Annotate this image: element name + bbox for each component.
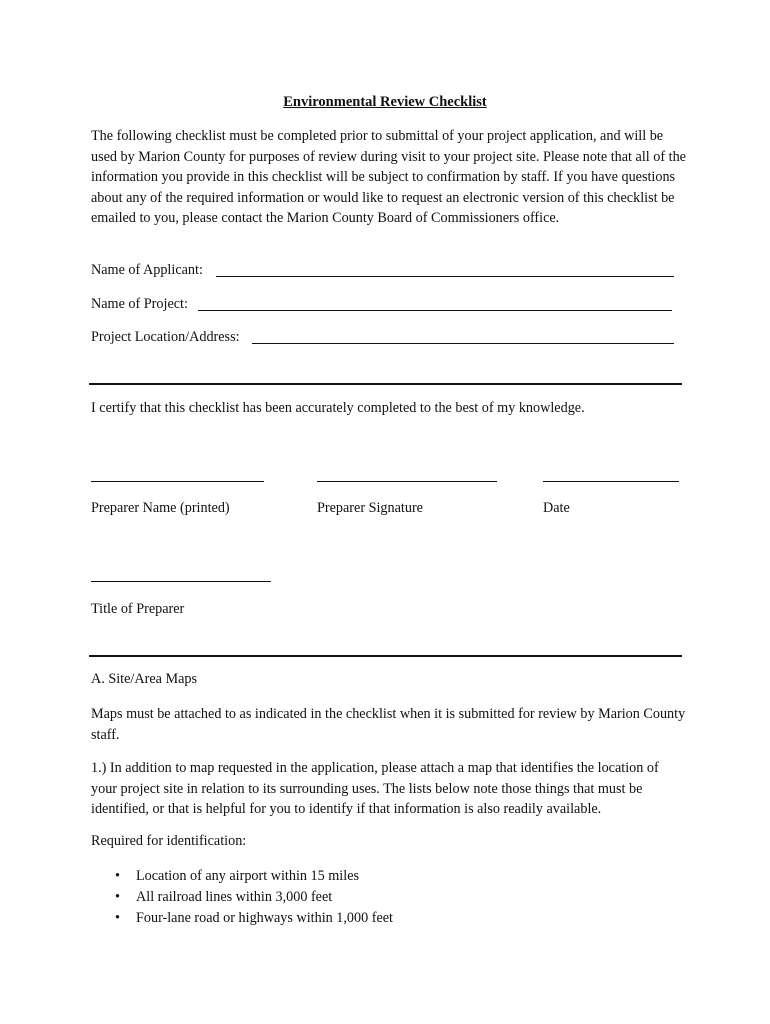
- preparer-name-line[interactable]: [91, 481, 264, 482]
- section-a-paragraph-2: 1.) In addition to map requested in the application, please attach a map that identifies the location of your project site in relation to its surrounding uses. The lists below note those things that must be identified, or that is helpful for you to identify if that information is also readily available.: [91, 760, 659, 817]
- project-label: Name of Project:: [91, 296, 188, 312]
- project-input-line[interactable]: [198, 310, 672, 311]
- applicant-input-line[interactable]: [216, 276, 674, 277]
- preparer-signature-line[interactable]: [317, 481, 497, 482]
- preparer-signature-label: Preparer Signature: [317, 500, 423, 516]
- list-item-text: Location of any airport within 15 miles: [136, 868, 360, 884]
- date-line[interactable]: [543, 481, 679, 482]
- location-label: Project Location/Address:: [91, 329, 240, 345]
- section-divider-2: [89, 655, 682, 657]
- title-of-preparer-label: Title of Preparer: [91, 601, 185, 617]
- list-item-text: Four-lane road or highways within 1,000 feet: [136, 910, 394, 926]
- bullet-icon: •: [115, 889, 120, 905]
- applicant-label: Name of Applicant:: [91, 262, 203, 278]
- list-item: [91, 908, 393, 929]
- required-label: Required for identification:: [91, 833, 247, 849]
- intro-paragraph: The following checklist must be completed prior to submittal of your project application, and will be used by Marion County for purposes of review during visit to your project site. Please note that all of the information you provide in this checklist will be subject to confirmation by staff. If you have questions about any of the required information or would like to request an electronic version of this checklist be emailed to you, please contact the Marion County Board of Commissioners office.: [91, 128, 686, 226]
- required-bullet-list: [91, 866, 393, 929]
- location-input-line[interactable]: [252, 343, 674, 344]
- preparer-name-label: Preparer Name (printed): [91, 500, 230, 516]
- section-a-paragraph-1: Maps must be attached to as indicated in the checklist when it is submitted for review by Marion County staff.: [91, 706, 686, 743]
- list-item: [91, 887, 393, 908]
- list-item-text: All railroad lines within 3,000 feet: [136, 889, 333, 905]
- title-of-preparer-line[interactable]: [91, 581, 271, 582]
- document-title: Environmental Review Checklist: [283, 94, 487, 110]
- section-a-heading: A. Site/Area Maps: [91, 671, 197, 687]
- section-divider-1: [89, 383, 682, 385]
- bullet-icon: •: [115, 868, 120, 884]
- list-item: [91, 866, 393, 887]
- certify-statement: I certify that this checklist has been accurately completed to the best of my knowledge.: [91, 400, 585, 416]
- date-label: Date: [543, 500, 570, 516]
- bullet-icon: •: [115, 910, 120, 926]
